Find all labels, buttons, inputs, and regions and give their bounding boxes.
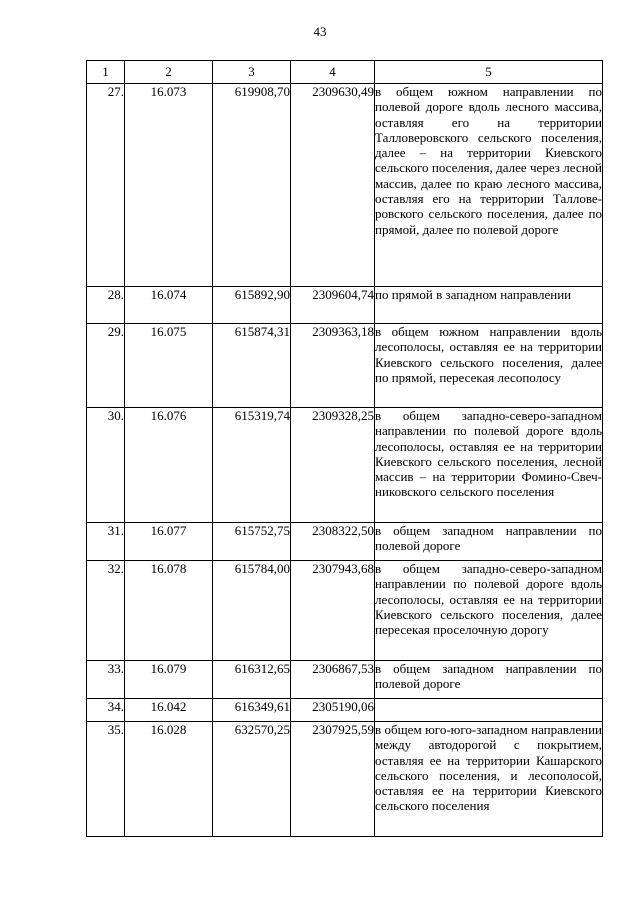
table-row (87, 408, 603, 523)
coordinate-x: 616312,65 (213, 661, 291, 699)
column-header-1: 1 (87, 61, 125, 84)
point-id: 16.075 (125, 324, 213, 408)
column-header-4: 4 (291, 61, 375, 84)
point-id: 16.078 (125, 561, 213, 661)
table-row (87, 722, 603, 837)
boundary-description: в общем южном направлении по полевой дороге вдоль лесного массива, оставляя его на территории Талловеровского сельского поселения, далее – на территории Киевского сельского поселения, далее через лесной массив, далее по краю лесного массива, оставляя его на территории Талловеровского сельского поселения, далее по прямой, далее по полевой дороге (375, 84, 603, 287)
point-id: 16.028 (125, 722, 213, 837)
row-number: 27. (87, 84, 125, 287)
column-header-2: 2 (125, 61, 213, 84)
boundary-description: в общем южном направлении вдоль лесополосы, оставляя ее на территории Киевского сельского поселения, далее по прямой, пересекая лесополосу (375, 324, 603, 408)
table-row (87, 699, 603, 722)
coordinate-y: 2305190,06 (291, 699, 375, 722)
table-header-row (87, 61, 603, 84)
point-id: 16.073 (125, 84, 213, 287)
coordinate-y: 2309328,25 (291, 408, 375, 523)
boundary-description: в общем юго-юго-западном направлении между автодорогой с покрытием, оставляя ее на территории Кашарского сельского поселения, и лесополосой, оставляя ее на территории Киевского сельского поселения (375, 722, 603, 837)
boundary-description: в общем западно-северо-западном направлении по полевой дороге вдоль лесополосы, оставляя ее на территории Киевского сельского поселения, далее пересекая проселочную дорогу (375, 561, 603, 661)
coordinate-x: 615319,74 (213, 408, 291, 523)
row-number: 33. (87, 661, 125, 699)
row-number: 29. (87, 324, 125, 408)
point-id: 16.079 (125, 661, 213, 699)
column-header-3: 3 (213, 61, 291, 84)
column-header-5: 5 (375, 61, 603, 84)
page-number: 43 (313, 24, 327, 39)
coordinate-y: 2307925,59 (291, 722, 375, 837)
coordinate-y: 2307943,68 (291, 561, 375, 661)
boundary-description: в общем западном направлении по полевой дороге (375, 523, 603, 561)
row-number: 30. (87, 408, 125, 523)
coordinate-y: 2308322,50 (291, 523, 375, 561)
coordinate-y: 2309604,74 (291, 287, 375, 324)
coordinate-y: 2306867,53 (291, 661, 375, 699)
coordinate-x: 615752,75 (213, 523, 291, 561)
coordinate-x: 615784,00 (213, 561, 291, 661)
row-number: 34. (87, 699, 125, 722)
point-id: 16.042 (125, 699, 213, 722)
row-number: 28. (87, 287, 125, 324)
row-number: 31. (87, 523, 125, 561)
row-number: 32. (87, 561, 125, 661)
table-row (87, 561, 603, 661)
boundary-description: в общем западном направлении по полевой дороге (375, 661, 603, 699)
boundary-description (375, 699, 603, 722)
coordinate-x: 616349,61 (213, 699, 291, 722)
table-row (87, 523, 603, 561)
point-id: 16.074 (125, 287, 213, 324)
coordinate-x: 619908,70 (213, 84, 291, 287)
point-id: 16.076 (125, 408, 213, 523)
coordinate-y: 2309363,18 (291, 324, 375, 408)
coordinate-x: 615874,31 (213, 324, 291, 408)
point-id: 16.077 (125, 523, 213, 561)
table-row (87, 324, 603, 408)
table-row (87, 84, 603, 287)
boundary-description: в общем западно-северо-западном направлении по полевой дороге вдоль лесополосы, оставляя ее на территории Киевского сельского поселения, лесной массив – на территории Фомино-Свечниковского сельского поселения (375, 408, 603, 523)
boundary-description: по прямой в западном направлении (375, 287, 603, 324)
coordinate-x: 615892,90 (213, 287, 291, 324)
table-row (87, 287, 603, 324)
table-row (87, 661, 603, 699)
coordinate-y: 2309630,49 (291, 84, 375, 287)
row-number: 35. (87, 722, 125, 837)
coordinate-x: 632570,25 (213, 722, 291, 837)
boundary-table (86, 60, 603, 837)
